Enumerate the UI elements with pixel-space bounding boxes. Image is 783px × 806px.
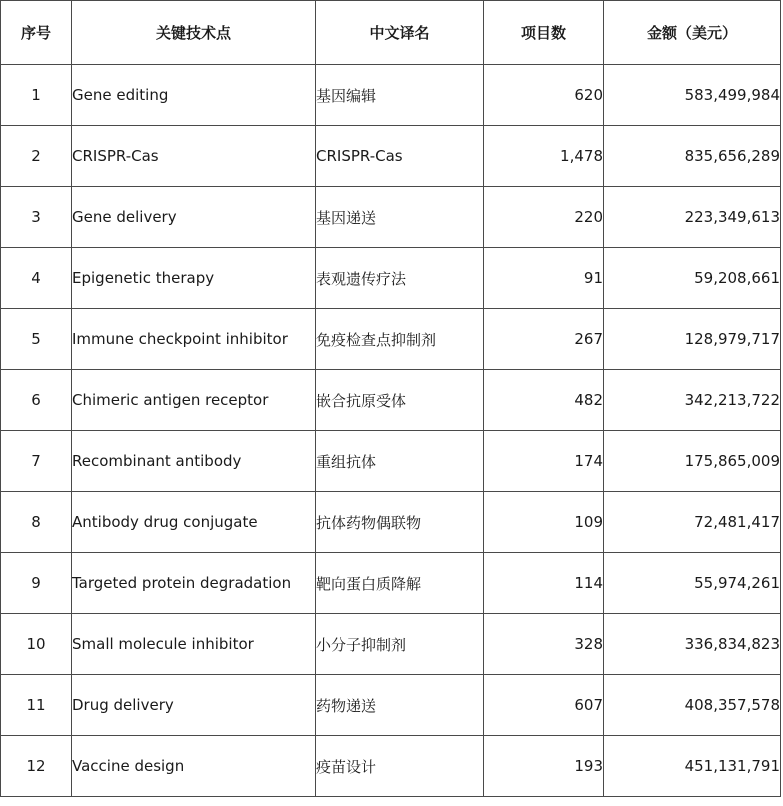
cell-index: 11 [1,675,72,736]
cell-chinese-name: CRISPR-Cas [316,126,484,187]
cell-project-count: 174 [484,431,604,492]
table-row [1,370,781,431]
cell-project-count: 607 [484,675,604,736]
table-row [1,736,781,797]
header-index: 序号 [1,1,72,65]
cell-chinese-name: 疫苗设计 [316,736,484,797]
cell-chinese-name: 重组抗体 [316,431,484,492]
cell-key-technology: Chimeric antigen receptor [72,370,316,431]
cell-project-count: 114 [484,553,604,614]
cell-amount: 336,834,823 [604,614,781,675]
cell-key-technology: Epigenetic therapy [72,248,316,309]
cell-key-technology: Recombinant antibody [72,431,316,492]
cell-amount: 223,349,613 [604,187,781,248]
cell-key-technology: Antibody drug conjugate [72,492,316,553]
cell-amount: 59,208,661 [604,248,781,309]
cell-index: 8 [1,492,72,553]
cell-amount: 451,131,791 [604,736,781,797]
cell-project-count: 109 [484,492,604,553]
cell-project-count: 620 [484,65,604,126]
cell-index: 6 [1,370,72,431]
cell-chinese-name: 基因递送 [316,187,484,248]
cell-amount: 583,499,984 [604,65,781,126]
header-amount-usd: 金额（美元） [604,1,781,65]
cell-amount: 128,979,717 [604,309,781,370]
header-project-count: 项目数 [484,1,604,65]
cell-chinese-name: 嵌合抗原受体 [316,370,484,431]
table-row [1,126,781,187]
cell-chinese-name: 表观遗传疗法 [316,248,484,309]
cell-chinese-name: 抗体药物偶联物 [316,492,484,553]
cell-amount: 408,357,578 [604,675,781,736]
cell-index: 7 [1,431,72,492]
cell-chinese-name: 小分子抑制剂 [316,614,484,675]
cell-key-technology: CRISPR-Cas [72,126,316,187]
cell-chinese-name: 基因编辑 [316,65,484,126]
cell-project-count: 328 [484,614,604,675]
table-row [1,614,781,675]
cell-amount: 835,656,289 [604,126,781,187]
cell-chinese-name: 靶向蛋白质降解 [316,553,484,614]
cell-key-technology: Targeted protein degradation [72,553,316,614]
cell-project-count: 193 [484,736,604,797]
cell-amount: 175,865,009 [604,431,781,492]
cell-amount: 342,213,722 [604,370,781,431]
cell-chinese-name: 药物递送 [316,675,484,736]
cell-amount: 72,481,417 [604,492,781,553]
header-chinese-name: 中文译名 [316,1,484,65]
cell-key-technology: Gene editing [72,65,316,126]
cell-key-technology: Small molecule inhibitor [72,614,316,675]
table-row [1,553,781,614]
cell-index: 1 [1,65,72,126]
cell-key-technology: Drug delivery [72,675,316,736]
cell-amount: 55,974,261 [604,553,781,614]
table-row [1,248,781,309]
cell-key-technology: Gene delivery [72,187,316,248]
cell-key-technology: Vaccine design [72,736,316,797]
table-row [1,65,781,126]
table-row [1,431,781,492]
cell-index: 5 [1,309,72,370]
cell-index: 10 [1,614,72,675]
header-key-technology: 关键技术点 [72,1,316,65]
cell-project-count: 267 [484,309,604,370]
cell-index: 3 [1,187,72,248]
cell-project-count: 220 [484,187,604,248]
cell-project-count: 91 [484,248,604,309]
table-row [1,492,781,553]
table-row [1,187,781,248]
cell-project-count: 1,478 [484,126,604,187]
cell-chinese-name: 免疫检查点抑制剂 [316,309,484,370]
table-body [1,65,781,797]
table-header-row [1,1,781,65]
cell-index: 12 [1,736,72,797]
cell-index: 4 [1,248,72,309]
cell-index: 2 [1,126,72,187]
cell-project-count: 482 [484,370,604,431]
table-row [1,675,781,736]
cell-index: 9 [1,553,72,614]
table-row [1,309,781,370]
cell-key-technology: Immune checkpoint inhibitor [72,309,316,370]
